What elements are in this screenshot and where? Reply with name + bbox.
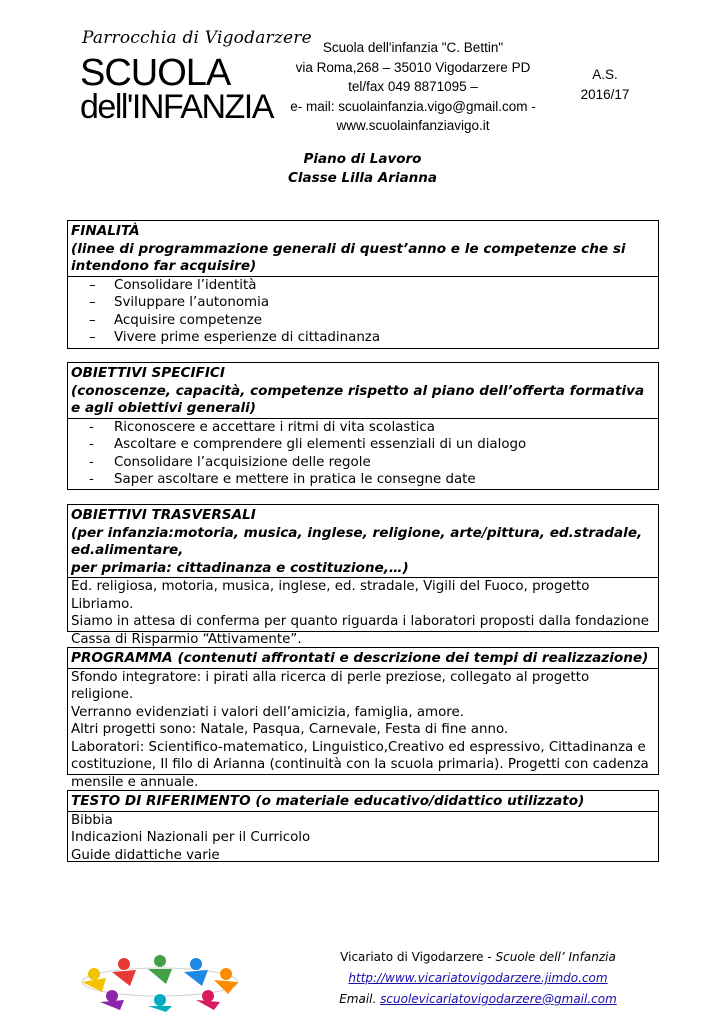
school-year-label: A.S. bbox=[592, 67, 618, 82]
body-paragraph: Ed. religiosa, motoria, musica, inglese, ed. stradale, Vigili del Fuoco, progetto Libriamo. bbox=[71, 579, 590, 612]
footer-website-link[interactable]: http://www.vicariatovigodarzere.jimdo.com bbox=[348, 971, 608, 985]
children-circle-icon bbox=[72, 952, 247, 1012]
body-paragraph: Laboratori: Scientifico-matematico, Linguistico,Creativo ed espressivo, Cittadinanza e costituzione, Il filo di Arianna (continuità con la scuola primaria). Progetti con cadenza mensile e annuale. bbox=[71, 739, 649, 791]
section-header-subtitle: (linee di programmazione generali di quest’anno e le competenze che si intendono far acquisire) bbox=[71, 240, 626, 274]
section-obiettivi-specifici bbox=[67, 362, 659, 490]
section-header-subtitle: (per infanzia:motoria, musica, inglese, religione, arte/pittura, ed.stradale, ed.alimentare, bbox=[71, 524, 643, 558]
body-paragraph: Altri progetti sono: Natale, Pasqua, Carnevale, Festa di fine anno. bbox=[71, 722, 509, 738]
body-paragraph: Indicazioni Nazionali per il Curricolo bbox=[71, 830, 311, 846]
section-header bbox=[68, 505, 658, 578]
school-address: via Roma,268 – 35010 Vigodarzere PD bbox=[295, 59, 531, 75]
plan-title: Piano di Lavoro bbox=[303, 151, 422, 167]
section-header-title: PROGRAMMA (contenuti affrontati e descrizione dei tempi di realizzazione) bbox=[71, 650, 649, 666]
section-testo-riferimento bbox=[67, 790, 659, 862]
body-paragraph: Bibbia bbox=[71, 812, 113, 828]
footer-email-link[interactable]: scuolevicariatovigodarzere@gmail.com bbox=[380, 992, 617, 1006]
section-obiettivi-trasversali bbox=[67, 504, 659, 647]
section-header bbox=[68, 791, 658, 812]
school-year-block bbox=[570, 65, 640, 104]
body-paragraph: Sfondo integratore: i pirati alla ricerca di perle preziose, collegato al progetto religione. bbox=[71, 669, 590, 703]
list-item: – Sviluppare l’autonomia bbox=[89, 295, 270, 311]
body-paragraph: Siamo in attesa di conferma per quanto riguarda i laboratori proposti dalla fondazione Cassa di Risparmio “Attivamente”. bbox=[71, 614, 649, 647]
body-paragraph: Guide didattiche varie bbox=[71, 847, 220, 863]
section-body bbox=[68, 419, 658, 489]
section-header bbox=[68, 363, 658, 419]
body-paragraph: Verranno evidenziati i valori dell’amicizia, famiglia, amore. bbox=[71, 704, 465, 720]
section-finalita bbox=[67, 220, 659, 349]
school-contact-block bbox=[268, 38, 558, 136]
list-item: – Vivere prime esperienze di cittadinanza bbox=[89, 330, 381, 346]
logo-parish-text: Parrocchia di Vigodarzere bbox=[82, 28, 312, 48]
footer-vicariato: Vicariato di Vigodarzere - Scuole dell’ Infanzia bbox=[340, 950, 616, 964]
footer-email-line: Email. scuolevicariatovigodarzere@gmail.com bbox=[339, 992, 617, 1006]
list-item: – Consolidare l’identità bbox=[89, 277, 257, 293]
section-header bbox=[68, 648, 658, 669]
school-email: e- mail: scuolainfanzia.vigo@gmail.com - bbox=[290, 98, 536, 114]
section-programma bbox=[67, 647, 659, 791]
school-name: Scuola dell'infanzia "C. Bettin" bbox=[322, 40, 504, 55]
school-year-value: 2016/17 bbox=[580, 86, 630, 102]
list-item: - Ascoltare e comprendere gli elementi essenziali di un dialogo bbox=[89, 437, 527, 453]
logo-infanzia-text: dell'INFANZIA bbox=[80, 88, 273, 126]
section-header-title: FINALITÀ bbox=[71, 223, 140, 239]
section-body bbox=[68, 669, 658, 792]
list-item: - Riconoscere e accettare i ritmi di vita scolastica bbox=[89, 419, 435, 435]
school-phone: tel/fax 049 8871095 – bbox=[348, 79, 478, 95]
section-header-title: OBIETTIVI SPECIFICI bbox=[71, 365, 225, 381]
logo-scuola-text: SCUOLA bbox=[80, 52, 231, 94]
section-header-title: OBIETTIVI TRASVERSALI bbox=[71, 507, 256, 523]
school-logo bbox=[80, 28, 312, 128]
section-body bbox=[68, 578, 658, 648]
section-body bbox=[68, 812, 658, 865]
section-body bbox=[68, 277, 658, 347]
section-header-title: TESTO DI RIFERIMENTO (o materiale educativo/didattico utilizzato) bbox=[71, 793, 585, 809]
section-header-subtitle: (conoscenze, capacità, competenze rispetto al piano dell’offerta formativa e agli obiettivi generali) bbox=[71, 382, 645, 416]
list-item: - Saper ascoltare e mettere in pratica le consegne date bbox=[89, 472, 476, 488]
section-header bbox=[68, 221, 658, 277]
list-item: – Acquisire competenze bbox=[89, 312, 262, 328]
footer bbox=[328, 947, 628, 1010]
list-item: - Consolidare l’acquisizione delle regole bbox=[89, 454, 371, 470]
class-title: Classe Lilla Arianna bbox=[287, 170, 438, 186]
section-header-subtitle-2: per primaria: cittadinanza e costituzione,…) bbox=[71, 559, 409, 576]
school-website: www.scuolainfanziavigo.it bbox=[336, 118, 490, 134]
